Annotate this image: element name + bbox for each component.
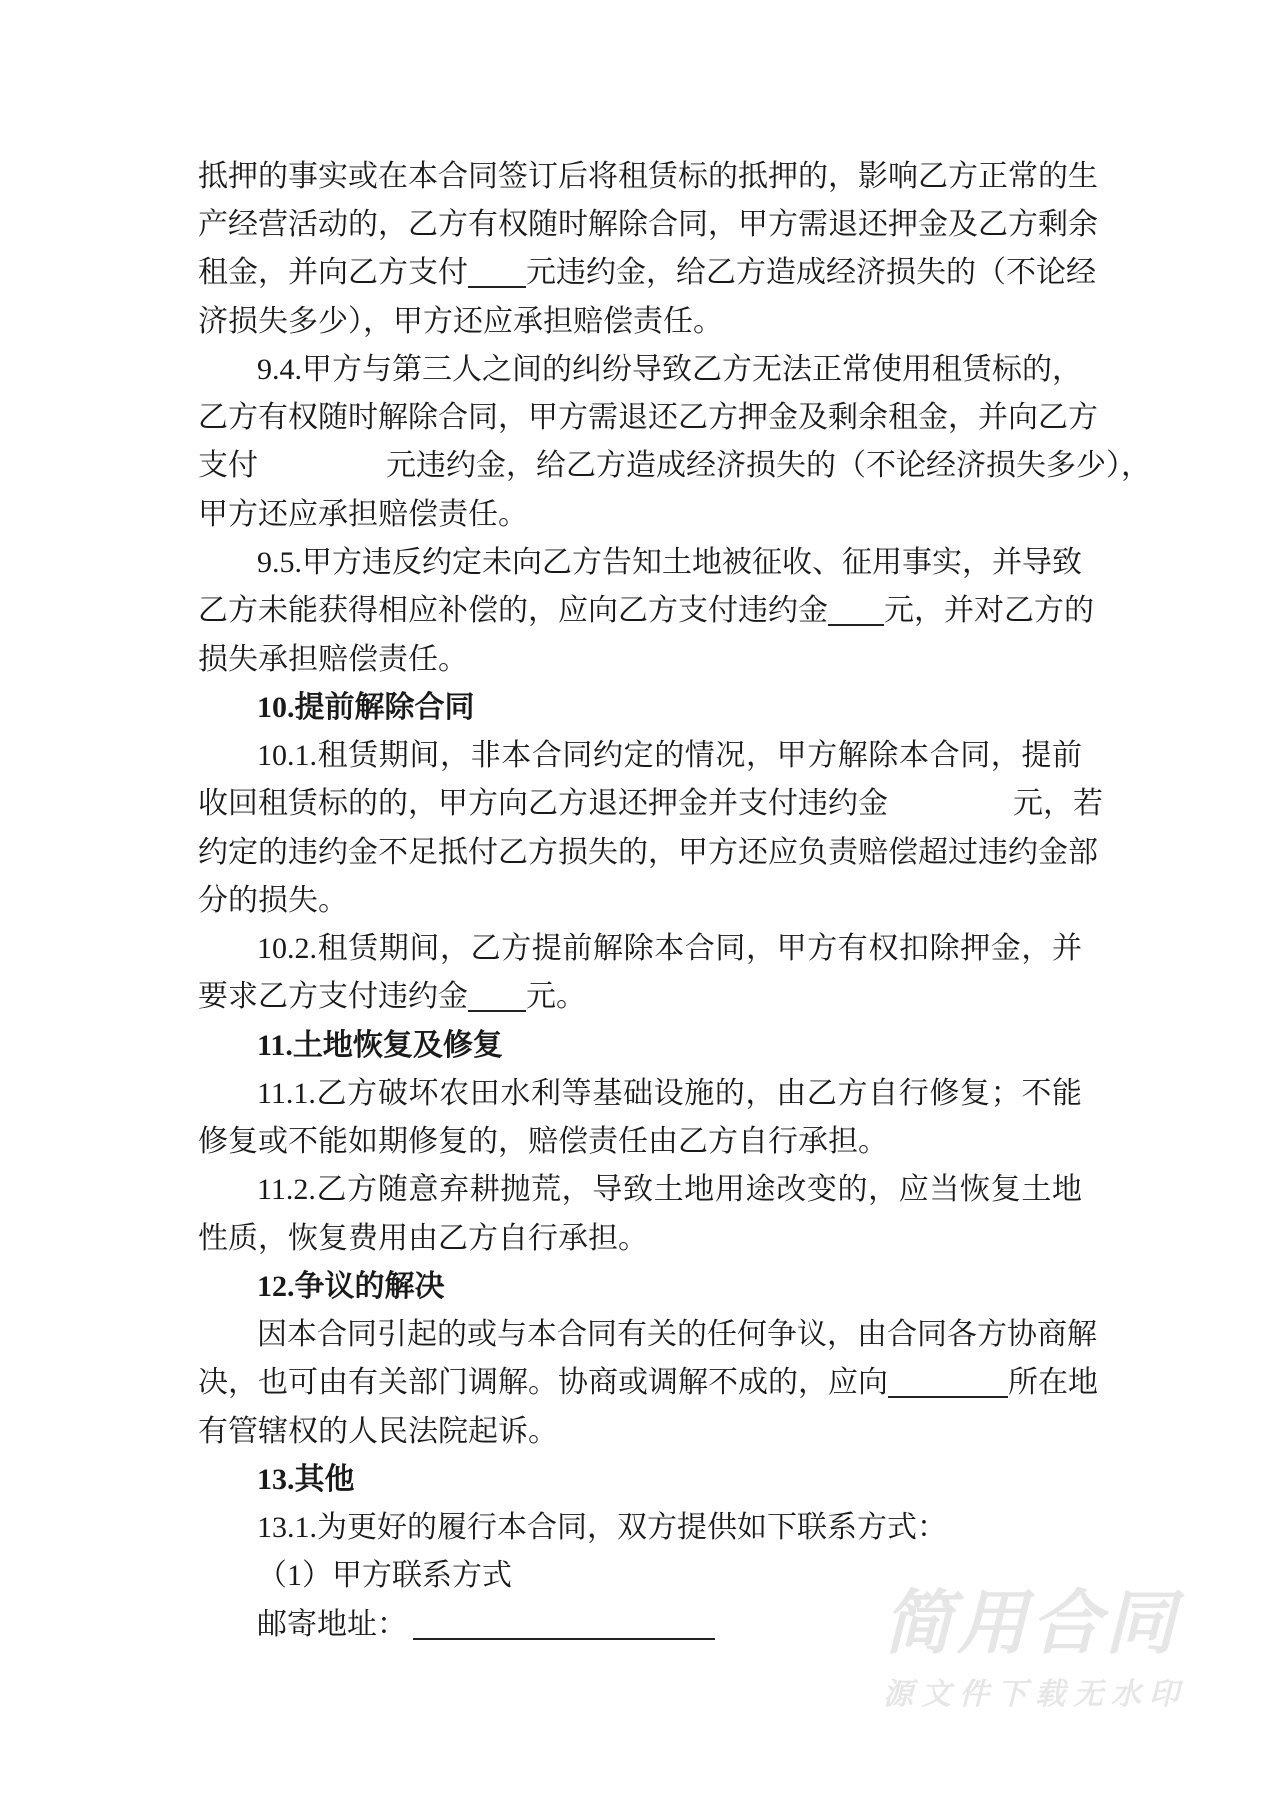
amount-blank: [258, 451, 386, 481]
clause-13-1: 13.1.为更好的履行本合同，双方提供如下联系方式：: [257, 1511, 947, 1544]
clause-10-1-line-2: [198, 782, 1103, 826]
text-segment: 支付: [198, 449, 258, 482]
clause-10-2-line-2: [198, 975, 1082, 1019]
text-segment: 决，也可由有关部门调解。协商或调解不成的，应向: [198, 1366, 888, 1399]
clause-11-1-line-1: 11.1.乙方破坏农田水利等基础设施的，由乙方自行修复；不能: [257, 1077, 1082, 1110]
text-segment: 租金，并向乙方支付: [198, 256, 468, 289]
clause-11-1-line-2: 修复或不能如期修复的，赔偿责任由乙方自行承担。: [198, 1125, 888, 1158]
section-12-heading: 12.争议的解决: [257, 1270, 445, 1303]
clause-9-4-line-3: [198, 444, 1151, 488]
clause-11-2-line-1: 11.2.乙方随意弃耕抛荒，导致土地用途改变的，应当恢复土地: [257, 1173, 1082, 1206]
clause-10-1-line-3: 约定的违约金不足抵付乙方损失的，甲方还应负责赔偿超过违约金部: [198, 836, 1098, 869]
text-segment: 元，并对乙方的: [884, 594, 1094, 627]
amount-blank: [828, 594, 884, 626]
clause-11-2-line-2: 性质，恢复费用由乙方自行承担。: [198, 1222, 648, 1255]
clause-9-4-line-1: 9.4.甲方与第三人之间的纠纷导致乙方无法正常使用租赁标的，: [257, 353, 1082, 386]
text-segment: 收回租赁标的的，甲方向乙方退还押金并支付违约金: [198, 787, 888, 820]
section-10-heading: 10.提前解除合同: [257, 691, 475, 724]
clause-9-3-line-1: 抵押的事实或在本合同签订后将租赁标的抵押的，影响乙方正常的生: [198, 160, 1098, 193]
amount-blank: [468, 256, 526, 288]
court-location-blank: [888, 1366, 1008, 1398]
section-11-heading: 11.土地恢复及修复: [257, 1029, 503, 1062]
clause-10-2-line-1: 10.2.租赁期间，乙方提前解除本合同，甲方有权扣除押金，并: [257, 932, 1082, 965]
section-13-heading: 13.其他: [257, 1463, 355, 1496]
mailing-address-field: [413, 1608, 715, 1640]
clause-9-3-line-2: 产经营活动的，乙方有权随时解除合同，甲方需退还押金及乙方剩余: [198, 208, 1098, 241]
text-segment: 要求乙方支付违约金: [198, 980, 468, 1013]
section-12-line-3: 有管辖权的人民法院起诉。: [198, 1415, 558, 1448]
text-segment: 元。: [526, 980, 586, 1013]
section-12-line-1: 因本合同引起的或与本合同有关的任何争议，由合同各方协商解: [257, 1318, 1097, 1351]
clause-9-4-line-4: 甲方还应承担赔偿责任。: [198, 498, 528, 531]
text-segment: 所在地: [1008, 1366, 1098, 1399]
text-segment: 乙方未能获得相应补偿的，应向乙方支付违约金: [198, 594, 828, 627]
mailing-address-label: 邮寄地址：: [257, 1608, 407, 1641]
clause-9-3-line-3: [198, 251, 1096, 295]
clause-9-4-line-2: 乙方有权随时解除合同，甲方需退还乙方押金及剩余租金，并向乙方: [198, 401, 1098, 434]
party-a-contact-label: （1）甲方联系方式: [257, 1559, 512, 1592]
text-segment: 元，若: [1013, 787, 1103, 820]
amount-blank: [888, 789, 1013, 819]
text-segment: 元违约金，给乙方造成经济损失的（不论经: [526, 256, 1096, 289]
watermark-tagline: 源文件下载无水印: [883, 1677, 1179, 1712]
amount-blank: [468, 980, 526, 1012]
clause-9-5-line-3: 损失承担赔偿责任。: [198, 643, 468, 676]
clause-9-3-line-4: 济损失多少），甲方还应承担赔偿责任。: [198, 305, 723, 338]
clause-9-5-line-2: [198, 589, 1094, 633]
clause-9-5-line-1: 9.5.甲方违反约定未向乙方告知土地被征收、征用事实，并导致: [257, 546, 1082, 579]
clause-10-1-line-4: 分的损失。: [198, 884, 348, 917]
watermark-logo: 简用合同: [883, 1582, 1179, 1664]
clause-10-1-line-1: 10.1.租赁期间，非本合同约定的情况，甲方解除本合同，提前: [257, 739, 1082, 772]
text-segment: 元违约金，给乙方造成经济损失的（不论经济损失多少），: [386, 449, 1151, 482]
section-12-line-2: [198, 1361, 1098, 1405]
